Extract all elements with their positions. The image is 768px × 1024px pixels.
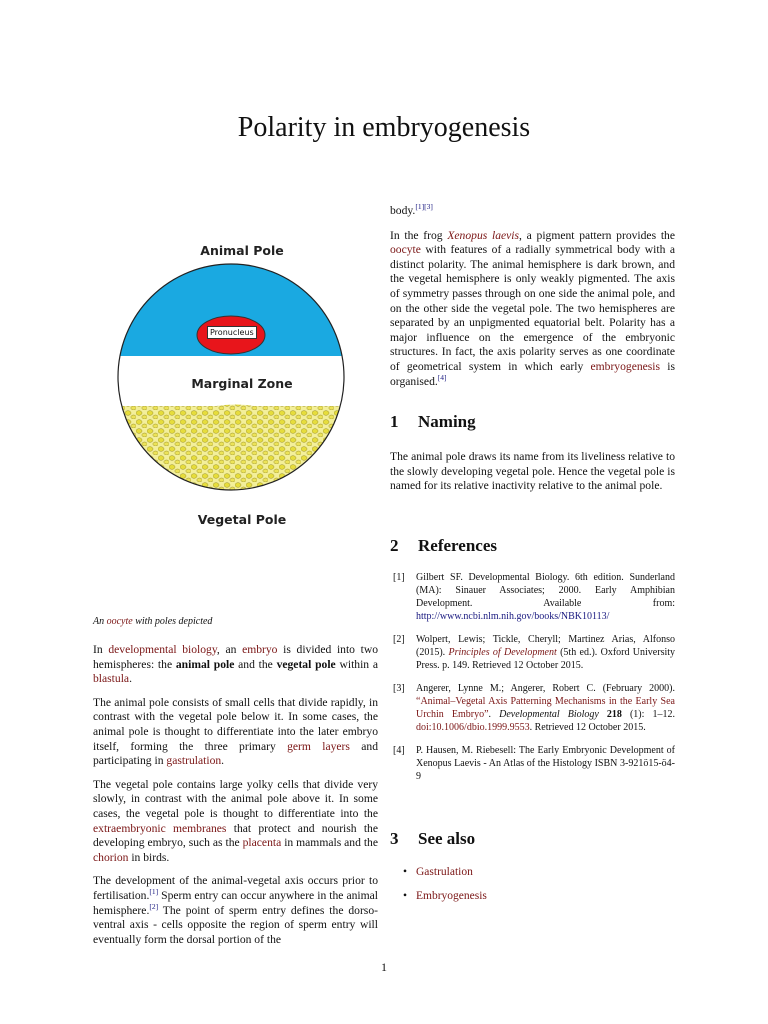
see-also-list [403, 866, 487, 914]
left-column [93, 643, 378, 956]
references-list [393, 571, 675, 793]
embryogenesis-see-also-link[interactable]: Embryogenesis [416, 890, 487, 902]
principles-of-development-link[interactable]: Principles of Development [448, 647, 557, 658]
embryo-link[interactable]: embryo [242, 643, 278, 656]
oocyte-link[interactable]: oocyte [106, 616, 133, 627]
reference-item: [4] P. Hausen, M. Riebesell: The Early Embryonic Development of Xenopus Laevis - An Atlas of the Histology ISBN 3-921ö15-ö4-9 [393, 745, 675, 782]
xenopus-laevis-link[interactable]: Xenopus laevis [447, 228, 520, 242]
blastula-link[interactable]: blastula [93, 672, 130, 686]
extraembryonic-membranes-link[interactable]: extraembryonic membranes [93, 821, 227, 835]
page-number: 1 [381, 960, 387, 974]
citation-link[interactable]: [4] [437, 372, 447, 382]
naming-text: The animal pole draws its name from its liveliness relative to the slowly developing vegetal pole. Hence the vegetal pole is named for its relative inactivity relative to the animal pole. [390, 450, 675, 493]
vegetal-pole-label: Vegetal Pole [197, 512, 287, 527]
marginal-zone-label: Marginal Zone [191, 376, 293, 391]
page-title: Polarity in embryogenesis [237, 112, 531, 143]
oocyte-figure [92, 230, 392, 540]
placenta-link[interactable]: placenta [242, 836, 282, 850]
bullet-icon: • [403, 890, 408, 902]
right-column [390, 204, 675, 398]
paragraph: The vegetal pole contains large yolky cells that divide very slowly, in contrast with the animal pole above it. In some cases, the vegetal pole is thought to differentiate into the extraembryonic membranes that protect and nourish the developing embryo, such as the placenta in mammals and the chorion in birds. [93, 777, 379, 864]
doi-link[interactable]: doi:10.1006/dbio.1999.9553 [416, 722, 530, 733]
citation-link[interactable]: [1][3] [415, 202, 433, 212]
embryogenesis-link[interactable]: embryogenesis [590, 359, 661, 373]
developmental-biology-link[interactable]: developmental biology [108, 643, 217, 656]
paragraph: body.[1][3] [390, 202, 433, 217]
oocyte-link[interactable]: oocyte [390, 243, 421, 257]
paragraph: The animal pole consists of small cells that divide rapidly, in contrast with the vegetal pole below it. In some cases, the animal pole is thought to differentiate into the later embryo itself, forming the three primary germ layers and participating in gastrulation. [93, 695, 378, 768]
paragraph: In the frog Xenopus laevis, a pigment pattern provides the oocyte with features of a radially symmetrical body with a distinct polarity. The animal hemisphere is dark brown, and the vegetal hemisphere is only weakly pigmented. The axis of symmetry passes through on one side the animal pole, and on the other side the vegetal pole. The two hemispheres are separated by an unpigmented equatorial belt. Polarity has a major influence on the emergence of the embryonic structures. In fact, the axis polarity serves as one coordinate of geometrical system in which early embryogenesis is organised.[4] [390, 228, 675, 388]
section-heading-see-also: 3 See also [390, 829, 476, 848]
paragraph: In developmental biology, an embryo is divided into two hemispheres: the animal pole and the vegetal pole within a blastula. [93, 643, 379, 686]
germ-layers-link[interactable]: germ layers [287, 739, 350, 753]
citation-link[interactable]: [1] [149, 887, 159, 897]
reference-item: [1] Gilbert SF. Developmental Biology. 6th edition. Sunderland (MA): Sinauer Associates; 2000. Early Amphibian Development. Available from: http://www.ncbi.nlm.nih.gov/books/NBK10113/ [393, 572, 675, 622]
article-title-link[interactable]: “Animal–Vegetal Axis Patterning Mechanisms in the Early Sea Urchin Embryo” [416, 696, 675, 720]
reference-item: [3] Angerer, Lynne M.; Angerer, Robert C. (February 2000). “Animal–Vegetal Axis Patterning Mechanisms in the Early Sea Urchin Embryo”. Developmental Biology 218 (1): 1–12. doi:10.1006/dbio.1999.9553. Retrieved 12 October 2015. [393, 683, 675, 733]
section-heading-naming: 1 Naming [390, 412, 476, 431]
pronucleus-label: Pronucleus [207, 326, 257, 339]
figure-caption: An oocyte with poles depicted [93, 616, 213, 627]
gastrulation-see-also-link[interactable]: Gastrulation [416, 866, 473, 878]
bullet-icon: • [403, 866, 408, 878]
list-item [403, 890, 487, 902]
list-item [403, 866, 487, 878]
reference-item: [2] Wolpert, Lewis; Tickle, Cheryll; Martinez Arias, Alfonso (2015). Principles of Development (5th ed.). Oxford University Press. p. 149. Retrieved 12 October 2015. [393, 634, 676, 671]
gastrulation-link[interactable]: gastrulation [166, 754, 222, 768]
citation-link[interactable]: [2] [149, 901, 159, 911]
reference-url-link[interactable]: http://www.ncbi.nlm.nih.gov/books/NBK10113/ [416, 611, 610, 622]
animal-pole-label: Animal Pole [200, 243, 284, 258]
chorion-link[interactable]: chorion [93, 850, 129, 864]
section-heading-references: 2 References [390, 536, 497, 555]
paragraph: The development of the animal-vegetal axis occurs prior to fertilisation.[1] Sperm entry can occur anywhere in the animal hemisphere.[2] The point of sperm entry defines the dorso-ventral axis - cells opposite the region of sperm entry will eventually form the dorsal portion of the [93, 874, 378, 946]
